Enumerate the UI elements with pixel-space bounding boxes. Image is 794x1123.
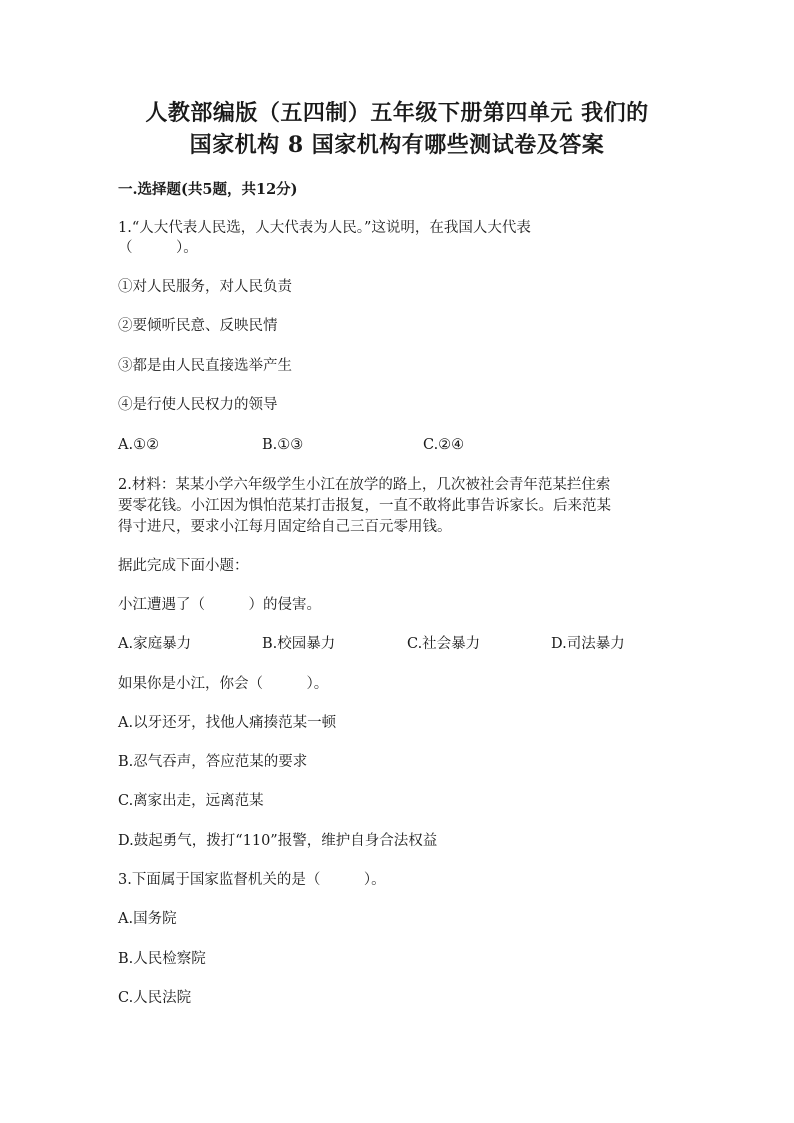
q2-material-line-1: 2.材料：某某小学六年级学生小江在放学的路上，几次被社会青年范某拦住索 (118, 477, 611, 493)
q1-statement-4: ④是行使人民权力的领导 (118, 397, 278, 413)
q1-statement-1: ①对人民服务，对人民负责 (118, 279, 292, 295)
q1-option-b: B.①③ (262, 437, 304, 453)
q2-sub1-option-b: B.校园暴力 (262, 636, 336, 652)
q2-sub2-option-c: C.离家出走，远离范某 (118, 793, 264, 809)
page-title-line-1: 人教部编版（五四制）五年级下册第四单元 我们的 (145, 100, 649, 126)
q2-sub2-option-a: A.以牙还牙，找他人痛揍范某一顿 (118, 715, 337, 731)
q2-sub1-stem: 小江遭遇了（ ）的侵害。 (118, 597, 321, 613)
q2-sub2-option-d: D.鼓起勇气，拨打“110”报警，维护自身合法权益 (118, 833, 438, 849)
q1-stem-line-2: （ ）。 (118, 240, 198, 256)
q3-stem: 3.下面属于国家监督机关的是（ ）。 (118, 872, 386, 888)
q2-sub1-option-c: C.社会暴力 (407, 636, 481, 652)
q2-sub2-option-b: B.忍气吞声，答应范某的要求 (118, 754, 308, 770)
q2-sub2-stem: 如果你是小江，你会（ ）。 (118, 676, 329, 692)
section-heading: 一.选择题(共5题，共12分) (118, 181, 298, 198)
q1-stem-line-1: 1.“人大代表人民选，人大代表为人民。”这说明，在我国人大代表 (118, 220, 531, 236)
q1-statement-3: ③都是由人民直接选举产生 (118, 358, 292, 374)
q3-option-a: A.国务院 (118, 911, 177, 927)
q1-option-c: C.②④ (423, 437, 465, 453)
q1-option-a: A.①② (118, 437, 160, 453)
page-title-line-2: 国家机构 8 国家机构有哪些测试卷及答案 (189, 132, 605, 158)
q2-sub1-option-d: D.司法暴力 (551, 636, 625, 652)
q3-option-c: C.人民法院 (118, 990, 192, 1006)
q2-sub1-option-a: A.家庭暴力 (118, 636, 192, 652)
q3-option-b: B.人民检察院 (118, 951, 206, 967)
q2-material-line-2: 要零花钱。小江因为惧怕范某打击报复，一直不敢将此事告诉家长。后来范某 (118, 498, 611, 514)
q1-statement-2: ②要倾听民意、反映民情 (118, 318, 278, 334)
q2-instruction: 据此完成下面小题： (118, 558, 249, 574)
q2-material-line-3: 得寸进尺，要求小江每月固定给自己三百元零用钱。 (118, 519, 452, 535)
